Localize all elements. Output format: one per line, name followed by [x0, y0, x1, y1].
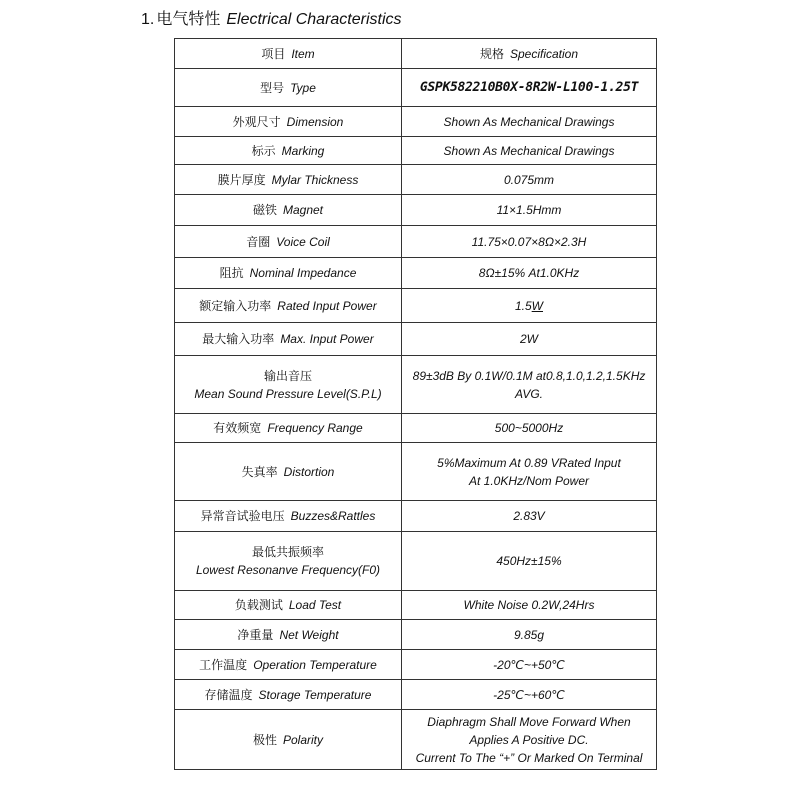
- spec-cell: Shown As Mechanical Drawings: [402, 137, 657, 165]
- section-number: 1.: [141, 11, 155, 28]
- item-cell: 有效频宽 Frequency Range: [175, 414, 402, 443]
- item-cell: 最低共振频率 Lowest Resonanve Frequency(F0): [175, 532, 402, 591]
- spec-cell: 8Ω±15% At1.0KHz: [402, 258, 657, 289]
- item-cell: 阻抗 Nominal Impedance: [175, 258, 402, 289]
- spec-cell: 11.75×0.07×8Ω×2.3H: [402, 226, 657, 258]
- table-row: [175, 289, 657, 323]
- table-row: [175, 650, 657, 680]
- item-cell: 磁铁 Magnet: [175, 195, 402, 226]
- table-row: [175, 226, 657, 258]
- spec-cell: -25℃~+60℃: [402, 680, 657, 710]
- table-row: [175, 69, 657, 107]
- header-item-cell: 项目 Item: [175, 39, 402, 69]
- spec-cell: 89±3dB By 0.1W/0.1M at0.8,1.0,1.2,1.5KHz AVG.: [402, 356, 657, 414]
- spec-cell: -20℃~+50℃: [402, 650, 657, 680]
- item-cell: 工作温度 Operation Temperature: [175, 650, 402, 680]
- spec-cell: 1.5W: [402, 289, 657, 323]
- table-row: [175, 710, 657, 770]
- section-title-en: Electrical Characteristics: [226, 11, 402, 28]
- spec-cell: 0.075mm: [402, 165, 657, 195]
- item-cell: 净重量 Net Weight: [175, 620, 402, 650]
- spec-cell: 450Hz±15%: [402, 532, 657, 591]
- underlined-unit: W: [531, 298, 543, 313]
- item-cell: 外观尺寸 Dimension: [175, 107, 402, 137]
- table-row: [175, 356, 657, 414]
- item-cell: 额定输入功率 Rated Input Power: [175, 289, 402, 323]
- spec-cell: Diaphragm Shall Move Forward When Applies A Positive DC. Current To The “+” Or Marked On Terminal: [402, 710, 657, 770]
- spec-cell: 2W: [402, 323, 657, 356]
- section-title-zh: 电气特性: [156, 11, 221, 28]
- item-cell: 型号 Type: [175, 69, 402, 107]
- table-row: [175, 532, 657, 591]
- model-number: GSPK582210B0X-8R2W-L100-1.25T: [419, 80, 639, 95]
- item-cell: 负载测试 Load Test: [175, 591, 402, 620]
- item-cell: 存储温度 Storage Temperature: [175, 680, 402, 710]
- item-cell: 失真率 Distortion: [175, 443, 402, 501]
- electrical-characteristics-table: [174, 38, 657, 770]
- table-row: [175, 107, 657, 137]
- table-row: [175, 443, 657, 501]
- table-row: [175, 680, 657, 710]
- table-row: [175, 414, 657, 443]
- spec-cell: White Noise 0.2W,24Hrs: [402, 591, 657, 620]
- table-row: [175, 165, 657, 195]
- item-cell: 极性 Polarity: [175, 710, 402, 770]
- item-cell: 音圈 Voice Coil: [175, 226, 402, 258]
- table-row: [175, 137, 657, 165]
- spec-cell: [402, 69, 657, 107]
- spec-cell: 11×1.5Hmm: [402, 195, 657, 226]
- table-row: [175, 195, 657, 226]
- table-row: [175, 258, 657, 289]
- table-header-row: [175, 39, 657, 69]
- item-cell: 标示 Marking: [175, 137, 402, 165]
- table-row: [175, 501, 657, 532]
- spec-cell: Shown As Mechanical Drawings: [402, 107, 657, 137]
- item-cell: 膜片厚度 Mylar Thickness: [175, 165, 402, 195]
- item-cell: 最大输入功率 Max. Input Power: [175, 323, 402, 356]
- spec-cell: 9.85g: [402, 620, 657, 650]
- header-spec-cell: 规格 Specification: [402, 39, 657, 69]
- spec-cell: 2.83V: [402, 501, 657, 532]
- table-row: [175, 620, 657, 650]
- spec-cell: 500~5000Hz: [402, 414, 657, 443]
- section-title: [141, 8, 402, 32]
- item-cell: 输出音压 Mean Sound Pressure Level(S.P.L): [175, 356, 402, 414]
- item-cell: 异常音试验电压 Buzzes&Rattles: [175, 501, 402, 532]
- table-row: [175, 323, 657, 356]
- spec-cell: 5%Maximum At 0.89 VRated Input At 1.0KHz/Nom Power: [402, 443, 657, 501]
- table-row: [175, 591, 657, 620]
